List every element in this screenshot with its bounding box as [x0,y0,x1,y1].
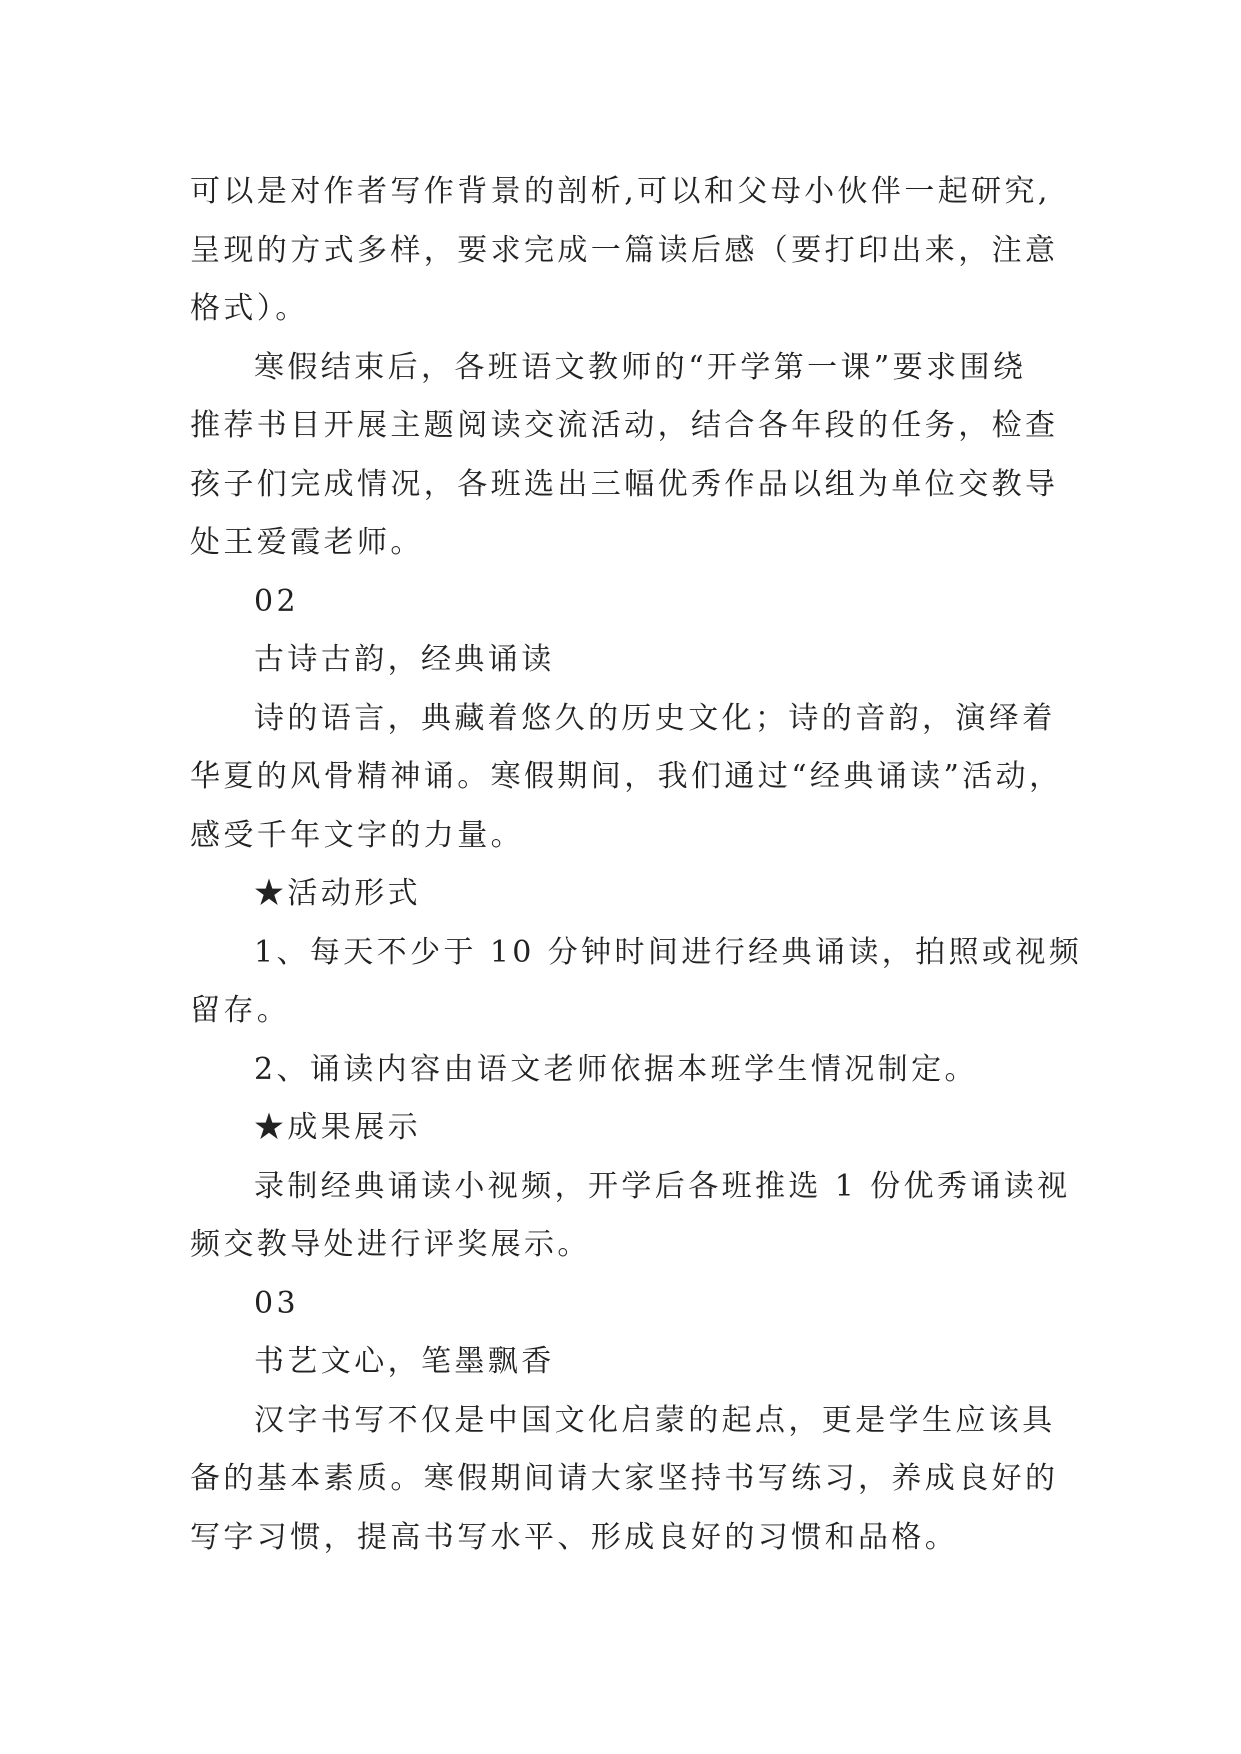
text-line: 推荐书目开展主题阅读交流活动，结合各年段的任务，检查 [190,408,1059,443]
text-line: 可以是对作者写作背景的剖析,可以和父母小伙伴一起研究, [190,174,1051,209]
text-line: ★成果展示 [254,1110,421,1145]
text-line: 古诗古韵，经典诵读 [254,642,555,677]
text-line: 格式）。 [190,291,309,326]
text-line: 呈现的方式多样，要求完成一篇读后感（要打印出来，注意 [190,232,1059,268]
text-line: 03 [254,1285,299,1321]
text-line: 频交教导处进行评奖展示。 [190,1227,591,1262]
text-line: 02 [254,583,299,619]
document-body [190,163,1083,1567]
text-line: 书艺文心，笔墨飘香 [254,1344,555,1379]
text-line: 1、每天不少于 10 分钟时间进行经典诵读，拍照或视频 [254,934,1083,970]
text-line: 备的基本素质。寒假期间请大家坚持书写练习，养成良好的 [190,1461,1059,1496]
text-line: 寒假结束后，各班语文教师的“开学第一课”要求围绕 [254,349,1027,385]
text-line: 2、诵读内容由语文老师依据本班学生情况制定。 [254,1051,978,1087]
text-line: 感受千年文字的力量。 [190,817,524,853]
text-line: 汉字书写不仅是中国文化启蒙的起点，更是学生应该具 [254,1402,1056,1438]
text-line: 孩子们完成情况，各班选出三幅优秀作品以组为单位交教导 [190,466,1059,502]
text-line: ★活动形式 [254,876,421,911]
text-line: 录制经典诵读小视频，开学后各班推选 1 份优秀诵读视 [254,1168,1071,1204]
text-line: 写字习惯，提高书写水平、形成良好的习惯和品格。 [190,1519,959,1555]
text-line: 处王爱霞老师。 [190,525,424,560]
text-line: 诗的语言，典藏着悠久的历史文化；诗的音韵，演绎着 [254,700,1056,736]
text-line: 留存。 [190,993,291,1028]
text-line: 华夏的风骨精神诵。寒假期间，我们通过“经典诵读”活动， [190,759,1063,794]
